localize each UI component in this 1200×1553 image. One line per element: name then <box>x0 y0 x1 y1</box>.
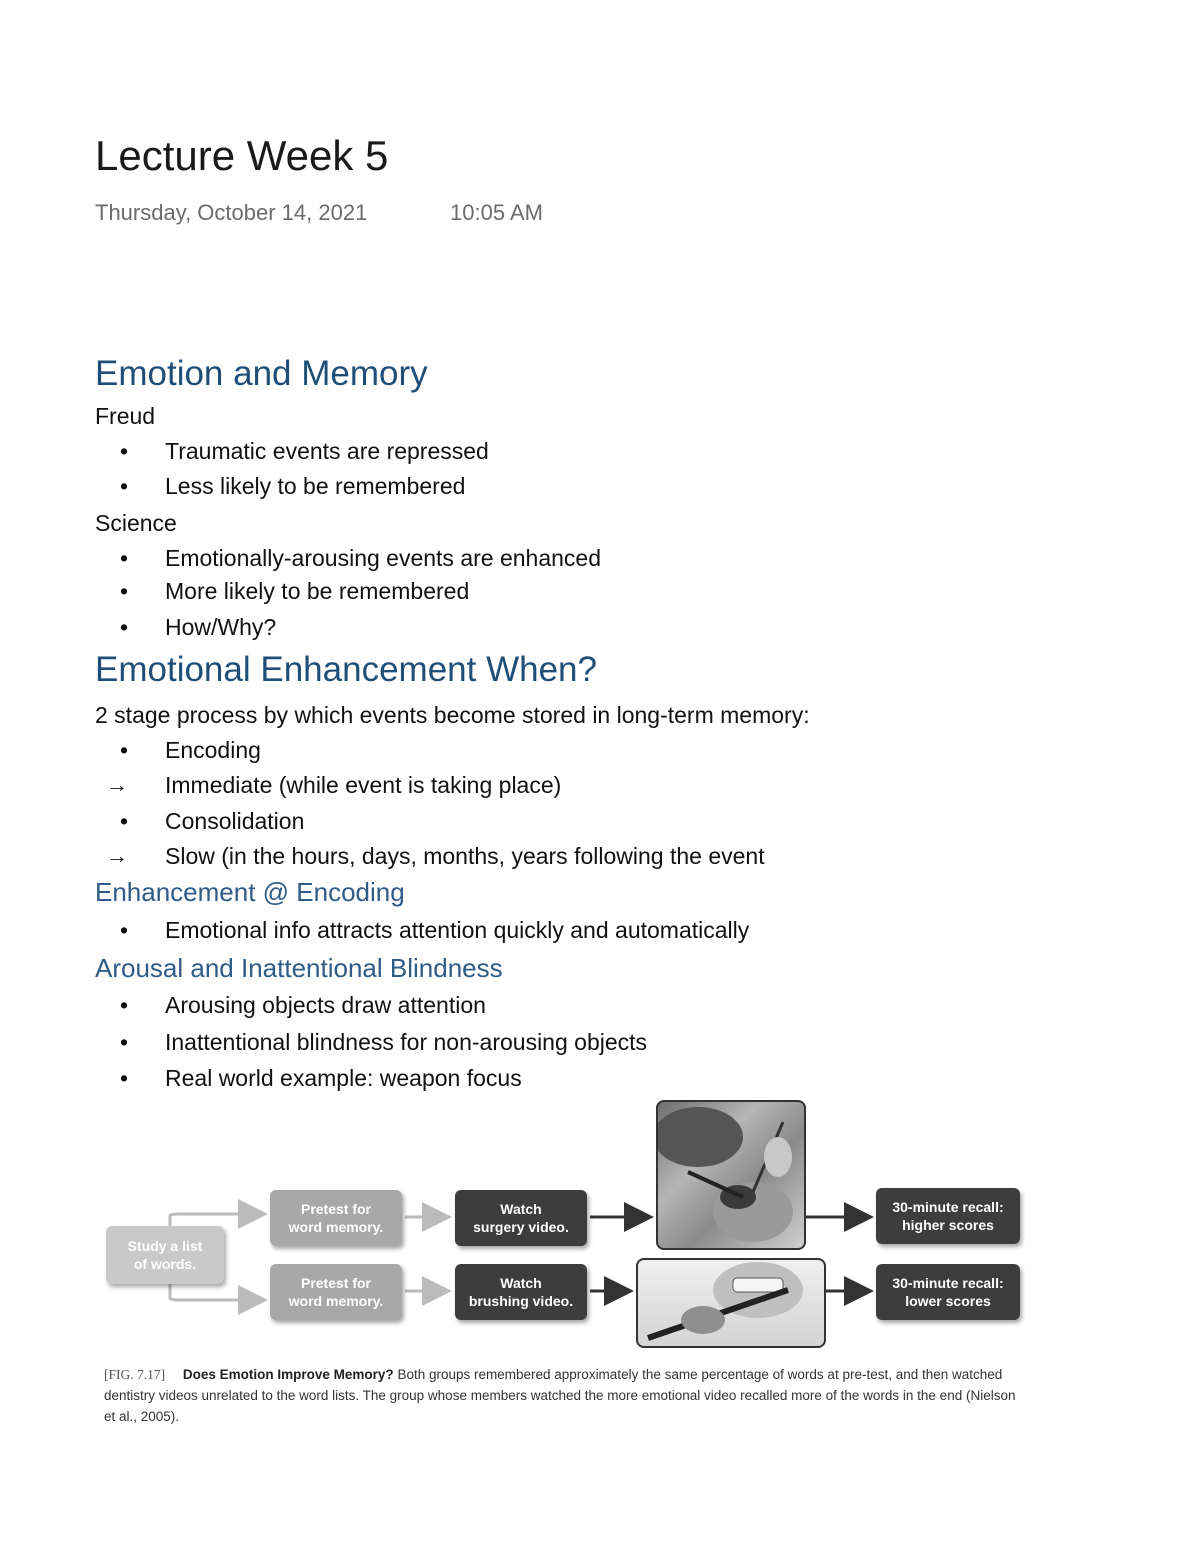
page-time: 10:05 AM <box>450 200 543 225</box>
bullet: • <box>120 545 129 571</box>
caption-title: Does Emotion Improve Memory? <box>182 1367 394 1382</box>
pretest-box-top <box>270 1190 402 1246</box>
surgery-illustration <box>658 1102 804 1248</box>
page-title: Lecture Week 5 <box>95 132 389 179</box>
label-science: Science <box>95 510 177 536</box>
bullet: • <box>120 473 129 499</box>
caption-text: Both groups remembered approximately the same percentage of words at pre-test, and then watched dentistry videos unrelated to the word lists. The group whose members watched the more emotional video recalled more of the words in the end (Nielson et al., 2005). <box>104 1367 1016 1424</box>
heading-emotion-memory: Emotion and Memory <box>95 354 428 393</box>
watch-brushing-line-1: Watch <box>500 1275 542 1291</box>
recall-low-line-2: lower scores <box>905 1293 991 1309</box>
intro-paragraph: 2 stage process by which events become stored in long-term memory: <box>95 702 810 728</box>
arrow-marker: → <box>106 843 128 868</box>
bullet: • <box>120 1065 129 1091</box>
bullet: • <box>120 578 129 604</box>
bullet: • <box>120 992 129 1018</box>
list-item: Traumatic events are repressed <box>165 438 489 464</box>
page-date: Thursday, October 14, 2021 <box>95 200 368 225</box>
list-item: Immediate (while event is taking place) <box>165 772 562 798</box>
surgery-photo <box>656 1100 806 1250</box>
pretest-bottom-line-1: Pretest for <box>300 1275 372 1291</box>
list-item: Emotionally-arousing events are enhanced <box>165 545 601 571</box>
figure-caption <box>104 1364 1024 1427</box>
bullet: • <box>120 1029 129 1055</box>
watch-surgery-line-1: Watch <box>500 1201 542 1217</box>
watch-surgery-box <box>455 1190 587 1246</box>
watch-brushing-line-2: brushing video. <box>468 1293 574 1309</box>
list-item: Encoding <box>165 737 261 763</box>
bullet: • <box>120 737 129 763</box>
list-item: Inattentional blindness for non-arousing objects <box>165 1029 648 1055</box>
caption-label: [FIG. 7.17] <box>104 1367 166 1382</box>
brushing-illustration <box>638 1260 824 1346</box>
recall-high-box <box>876 1188 1020 1244</box>
label-freud: Freud <box>95 403 156 429</box>
study-line-2: of words. <box>133 1256 197 1272</box>
watch-brushing-box <box>455 1264 587 1320</box>
recall-high-line-2: higher scores <box>902 1217 994 1233</box>
heading-arousal-blindness: Arousal and Inattentional Blindness <box>95 953 503 983</box>
bullet: • <box>120 917 129 943</box>
pretest-top-line-2: word memory. <box>288 1219 384 1235</box>
list-item: Consolidation <box>165 808 305 834</box>
arrow-marker: → <box>106 772 128 797</box>
bullet: • <box>120 614 129 640</box>
pretest-top-line-1: Pretest for <box>300 1201 372 1217</box>
watch-surgery-line-2: surgery video. <box>473 1219 569 1235</box>
bullet: • <box>120 438 129 464</box>
list-item: More likely to be remembered <box>165 578 470 604</box>
recall-low-box <box>876 1264 1020 1320</box>
pretest-bottom-line-2: word memory. <box>288 1293 384 1309</box>
bullet: • <box>120 808 129 834</box>
recall-high-line-1: 30-minute recall: <box>892 1199 1004 1215</box>
pretest-box-bottom <box>270 1264 402 1320</box>
list-item: Real world example: weapon focus <box>165 1065 522 1091</box>
list-item: Slow (in the hours, days, months, years following the event <box>165 843 765 869</box>
study-box <box>106 1226 224 1284</box>
recall-low-line-1: 30-minute recall: <box>892 1275 1004 1291</box>
list-item: Arousing objects draw attention <box>165 992 486 1018</box>
brushing-photo <box>636 1258 826 1348</box>
list-item: Emotional info attracts attention quickly and automatically <box>165 917 750 943</box>
list-item: How/Why? <box>165 614 277 640</box>
heading-emotional-enhancement: Emotional Enhancement When? <box>95 650 597 689</box>
heading-enhancement-encoding: Enhancement @ Encoding <box>95 877 405 907</box>
study-line-1: Study a list <box>127 1238 203 1254</box>
list-item: Less likely to be remembered <box>165 473 466 499</box>
